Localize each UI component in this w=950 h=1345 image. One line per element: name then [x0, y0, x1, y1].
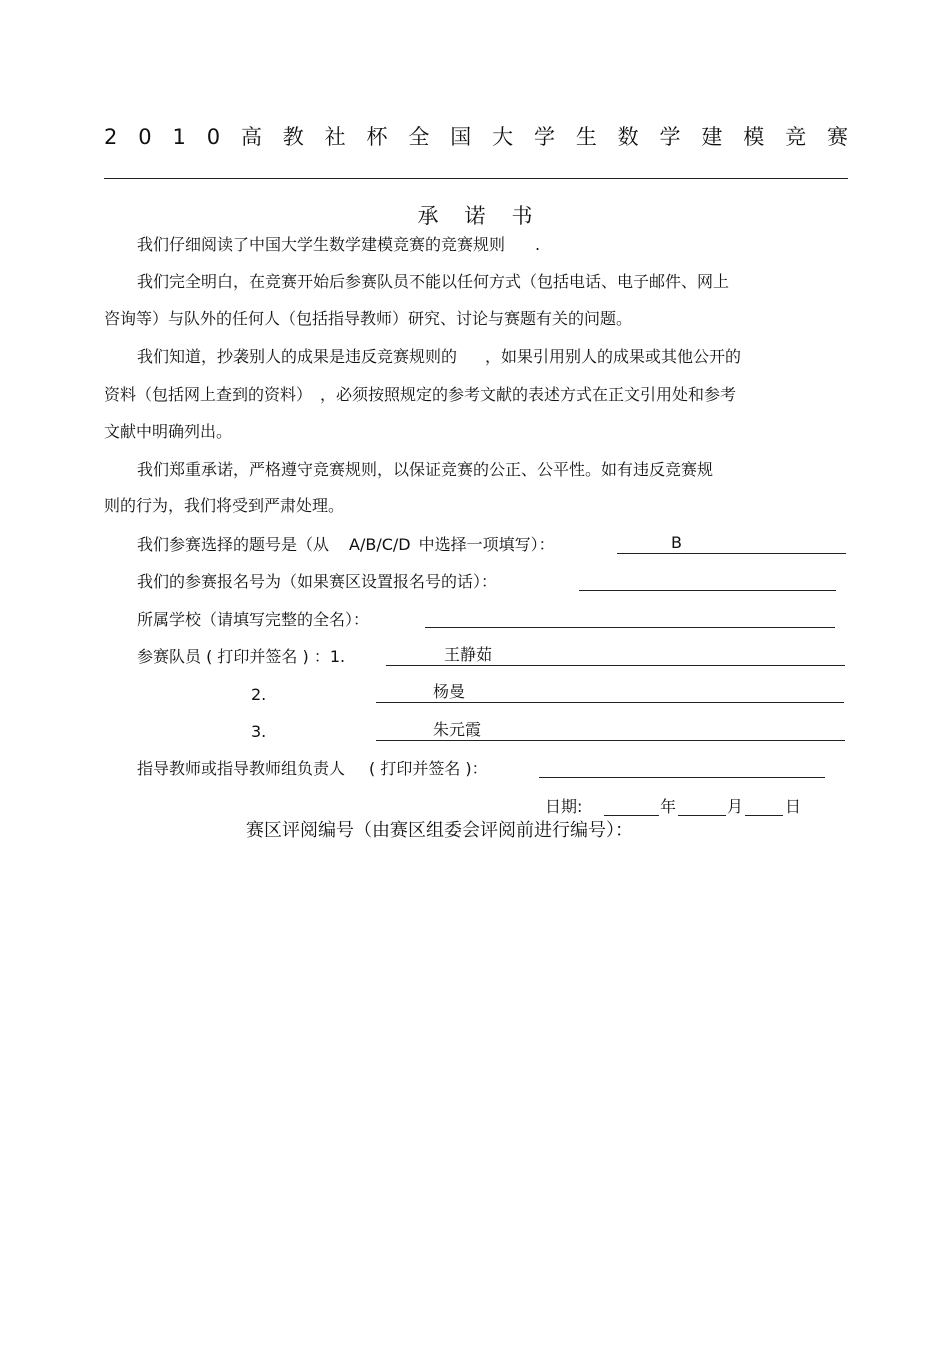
paragraph-2-line-1: 我们完全明白，在竞赛开始后参赛队员不能以任何方式（包括电话、电子邮件、网上: [137, 272, 730, 291]
document-heading: 承诺书: [417, 204, 559, 228]
paragraph-3-line-1a: 我们知道，抄袭别人的成果是违反竞赛规则的: [137, 347, 458, 366]
title-char: 生: [575, 125, 597, 149]
members-label: 参赛队员 ( 打印并签名 ) ：1.: [137, 647, 346, 666]
title-char: 1: [172, 125, 186, 149]
member-2-field[interactable]: [376, 682, 844, 703]
paragraph-3-line-3: 文献中明确列出。: [104, 422, 233, 441]
title-divider: [104, 178, 848, 179]
paragraph-4-line-1: 我们郑重承诺，严格遵守竞赛规则，以保证竞赛的公正、公平性。如有违反竞赛规: [137, 460, 714, 479]
title-char: 学: [533, 125, 555, 149]
date-month-field[interactable]: [678, 795, 726, 816]
registration-label: 我们的参赛报名号为（如果赛区设置报名号的话）：: [137, 572, 498, 591]
title-char: 杯: [366, 125, 388, 149]
date-year-field[interactable]: [604, 795, 659, 816]
date-year-label: 年: [660, 797, 677, 816]
member-1-name: 王静茹: [444, 645, 493, 664]
title-char: 学: [659, 125, 681, 149]
date-day-label: 日: [785, 797, 802, 816]
problem-label-b: A/B/C/D: [349, 535, 411, 554]
paragraph-2-line-2: 咨询等）与队外的任何人（包括指导教师）研究、讨论与赛题有关的问题。: [104, 309, 633, 328]
date-month-label: 月: [727, 797, 744, 816]
title-char: 竞: [785, 125, 807, 149]
paragraph-3-line-2a: 资料（包括网上查到的资料）: [104, 385, 305, 404]
paragraph-3-line-2: [104, 383, 736, 407]
problem-value: B: [671, 533, 682, 552]
advisor-label-b: ( 打印并签名 )：: [369, 759, 488, 778]
date-label: 日期:: [545, 797, 583, 816]
paragraph-1: [137, 233, 540, 257]
review-number-label: 赛区评阅编号（由赛区组委会评阅前进行编号）：: [246, 820, 633, 841]
title-char: 0: [138, 125, 152, 149]
problem-label-a: 我们参赛选择的题号是（从: [137, 535, 330, 554]
title-char: 2: [104, 125, 118, 149]
member-3-name: 朱元霞: [433, 720, 482, 739]
paragraph-3-line-2b: ，必须按照规定的参考文献的表述方式在正文引用处和参考: [320, 385, 737, 404]
paragraph-4-line-2: 则的行为，我们将受到严肃处理。: [104, 496, 345, 515]
registration-field[interactable]: [579, 570, 836, 591]
title-char: 数: [617, 125, 639, 149]
advisor-label-a: 指导教师或指导教师组负责人: [137, 759, 346, 778]
paragraph-3-line-1b: ，如果引用别人的成果或其他公开的: [485, 347, 742, 366]
page-title: [104, 122, 848, 152]
title-char: 0: [206, 125, 221, 149]
date-day-field[interactable]: [745, 795, 783, 816]
member-2-number: 2.: [251, 685, 267, 704]
paragraph-1-text: 我们仔细阅读了中国大学生数学建模竞赛的竞赛规则: [137, 235, 506, 254]
paragraph-1-suffix: .: [535, 235, 541, 254]
title-char: 大: [492, 125, 514, 149]
advisor-field[interactable]: [539, 757, 825, 778]
title-char: 国: [450, 125, 472, 149]
title-char: 高: [240, 125, 262, 149]
title-char: 社: [324, 125, 346, 149]
problem-label-c: 中选择一项填写）：: [418, 535, 555, 554]
school-field[interactable]: [425, 607, 835, 628]
title-char: 教: [282, 125, 304, 149]
advisor-label: [137, 757, 488, 781]
school-label: 所属学校（请填写完整的全名）：: [137, 610, 370, 629]
member-1-field[interactable]: [386, 645, 845, 666]
title-char: 模: [743, 125, 765, 149]
member-3-field[interactable]: [376, 720, 845, 741]
problem-field[interactable]: [617, 533, 846, 554]
title-char: 建: [701, 125, 723, 149]
member-3-number: 3.: [251, 722, 267, 741]
member-2-name: 杨曼: [433, 682, 466, 701]
paragraph-3-line-1: [137, 345, 741, 369]
title-char: 全: [408, 125, 430, 149]
title-char: 赛: [826, 125, 848, 149]
problem-label: [137, 533, 555, 557]
